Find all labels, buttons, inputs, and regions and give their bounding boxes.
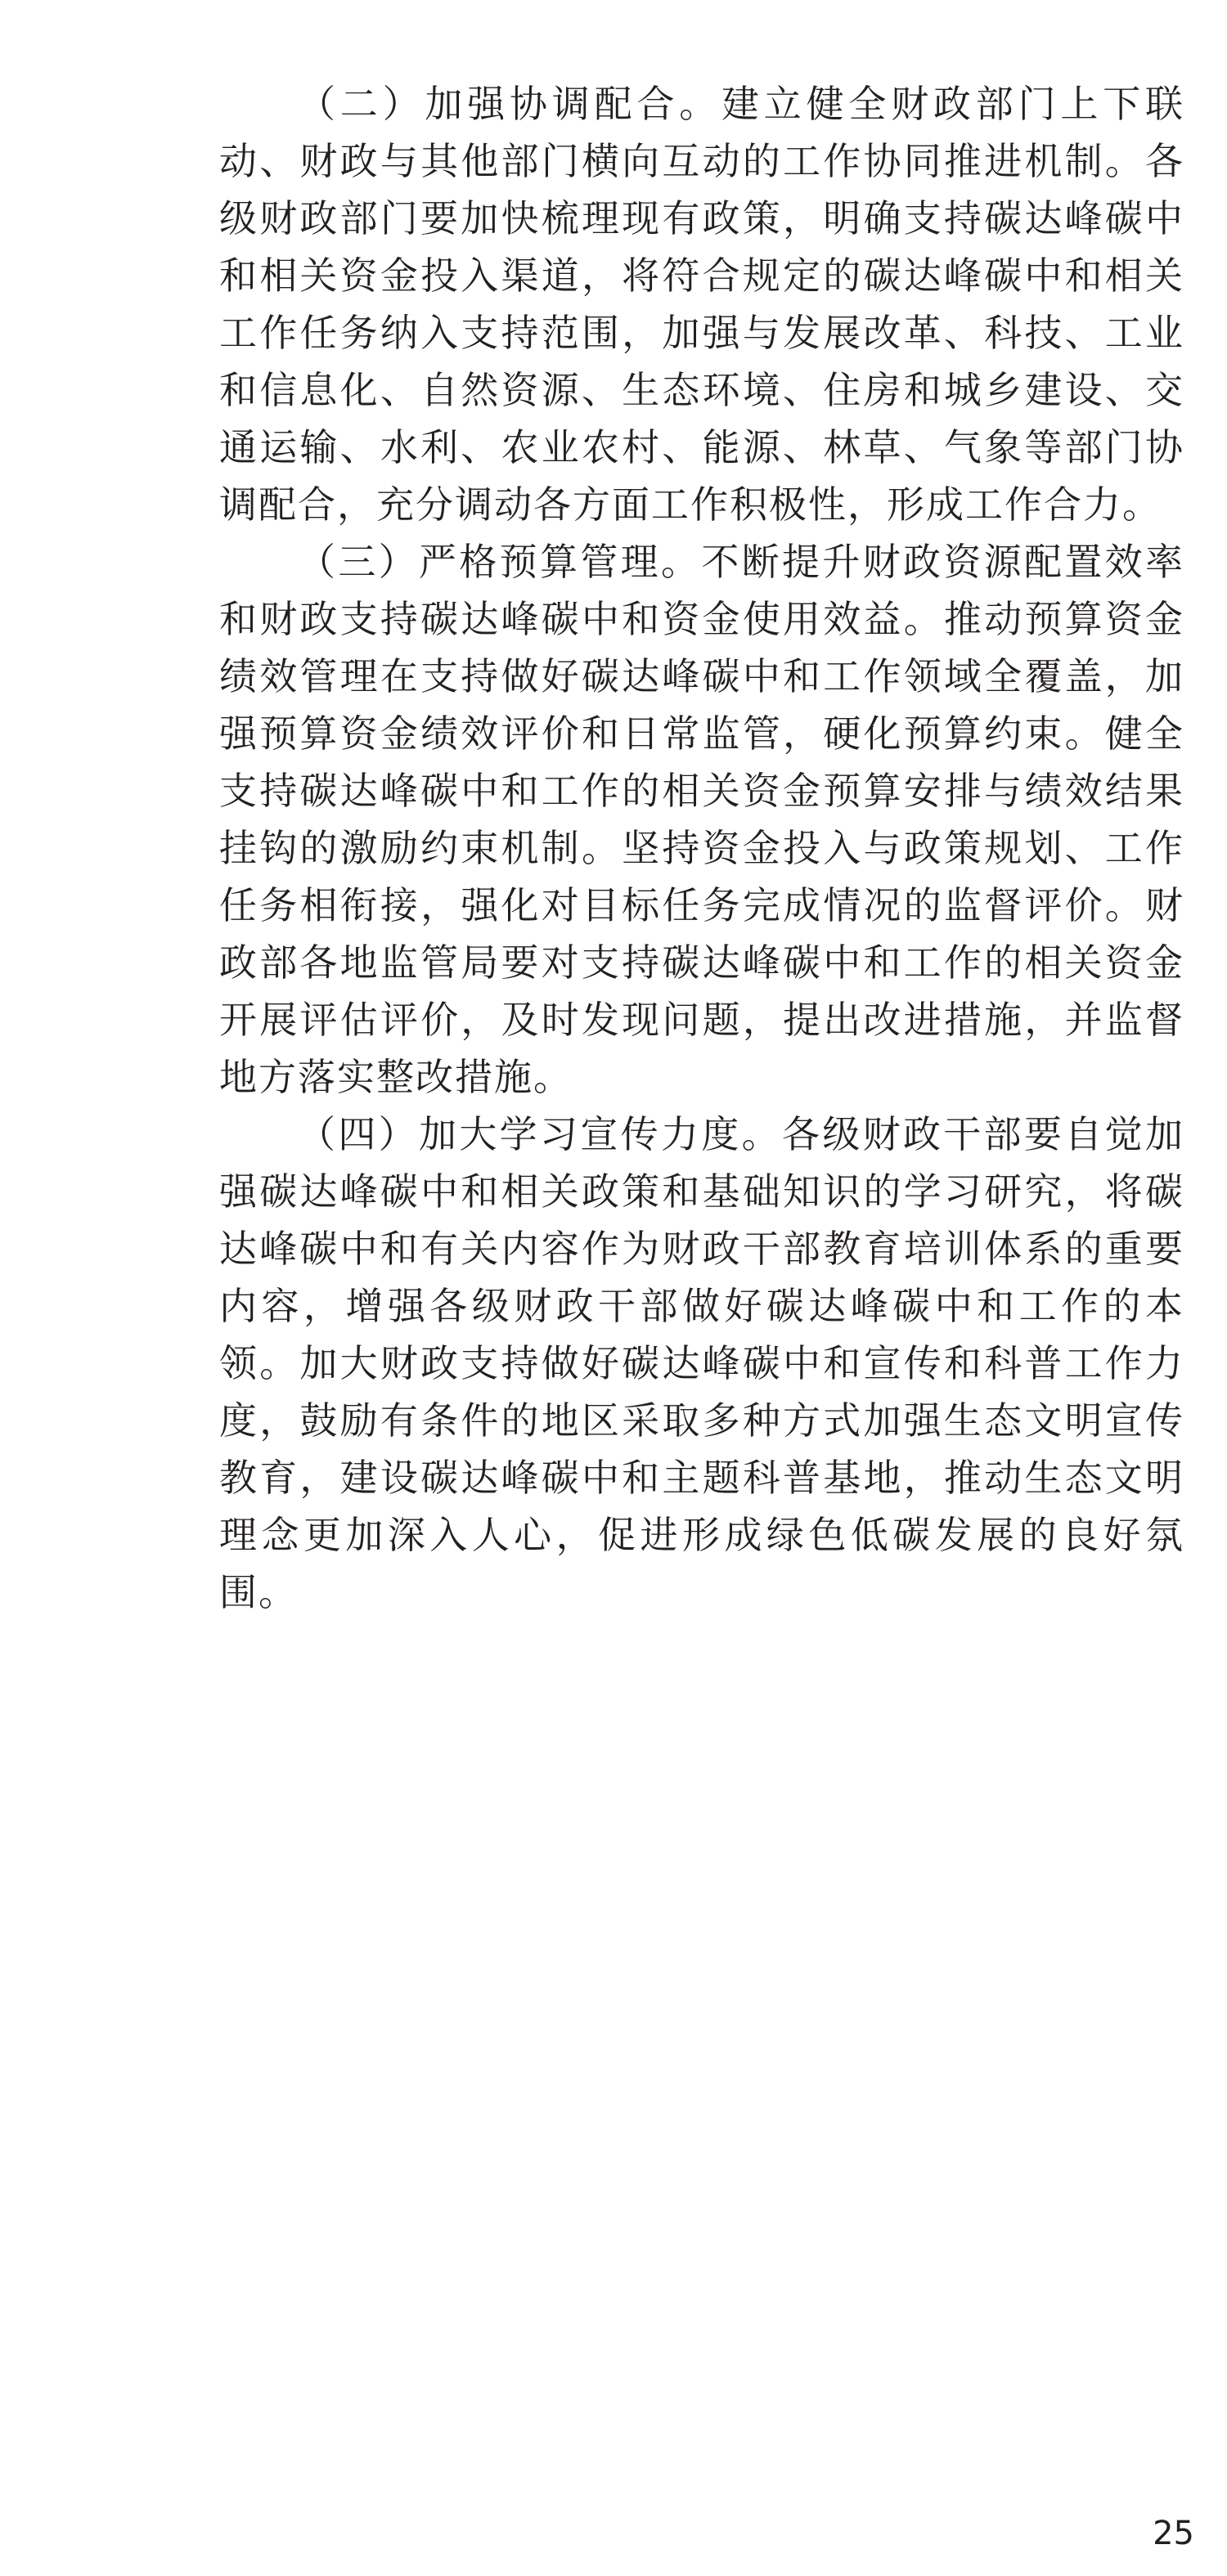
paragraph-budget-management: （三）严格预算管理。不断提升财政资源配置效率和财政支持碳达峰碳中和资金使用效益。推动预算资金绩效管理在支持做好碳达峰碳中和工作领域全覆盖，加强预算资金绩效评价和日常监管，硬化预算约束。健全支持碳达峰碳中和工作的相关资金预算安排与绩效结果挂钩的激励约束机制。坚持资金投入与政策规划、工作任务相衔接，强化对目标任务完成情况的监督评价。财政部各地监管局要对支持碳达峰碳中和工作的相关资金开展评估评价，及时发现问题，提出改进措施，并监督地方落实整改措施。: [219, 540, 1184, 1099]
document-body: [219, 75, 1184, 1621]
paragraph-coordination: （二）加强协调配合。建立健全财政部门上下联动、财政与其他部门横向互动的工作协同推进机制。各级财政部门要加快梳理现有政策，明确支持碳达峰碳中和相关资金投入渠道，将符合规定的碳达峰碳中和相关工作任务纳入支持范围，加强与发展改革、科技、工业和信息化、自然资源、生态环境、住房和城乡建设、交通运输、水利、农业农村、能源、林草、气象等部门协调配合，充分调动各方面工作积极性，形成工作合力。: [219, 82, 1184, 527]
page-number: 25: [1153, 2515, 1194, 2552]
paragraph-publicity: （四）加大学习宣传力度。各级财政干部要自觉加强碳达峰碳中和相关政策和基础知识的学习研究，将碳达峰碳中和有关内容作为财政干部教育培训体系的重要内容，增强各级财政干部做好碳达峰碳中和工作的本领。加大财政支持做好碳达峰碳中和宣传和科普工作力度，鼓励有条件的地区采取多种方式加强生态文明宣传教育，建设碳达峰碳中和主题科普基地，推动生态文明理念更加深入人心，促进形成绿色低碳发展的良好氛围。: [219, 1112, 1184, 1614]
